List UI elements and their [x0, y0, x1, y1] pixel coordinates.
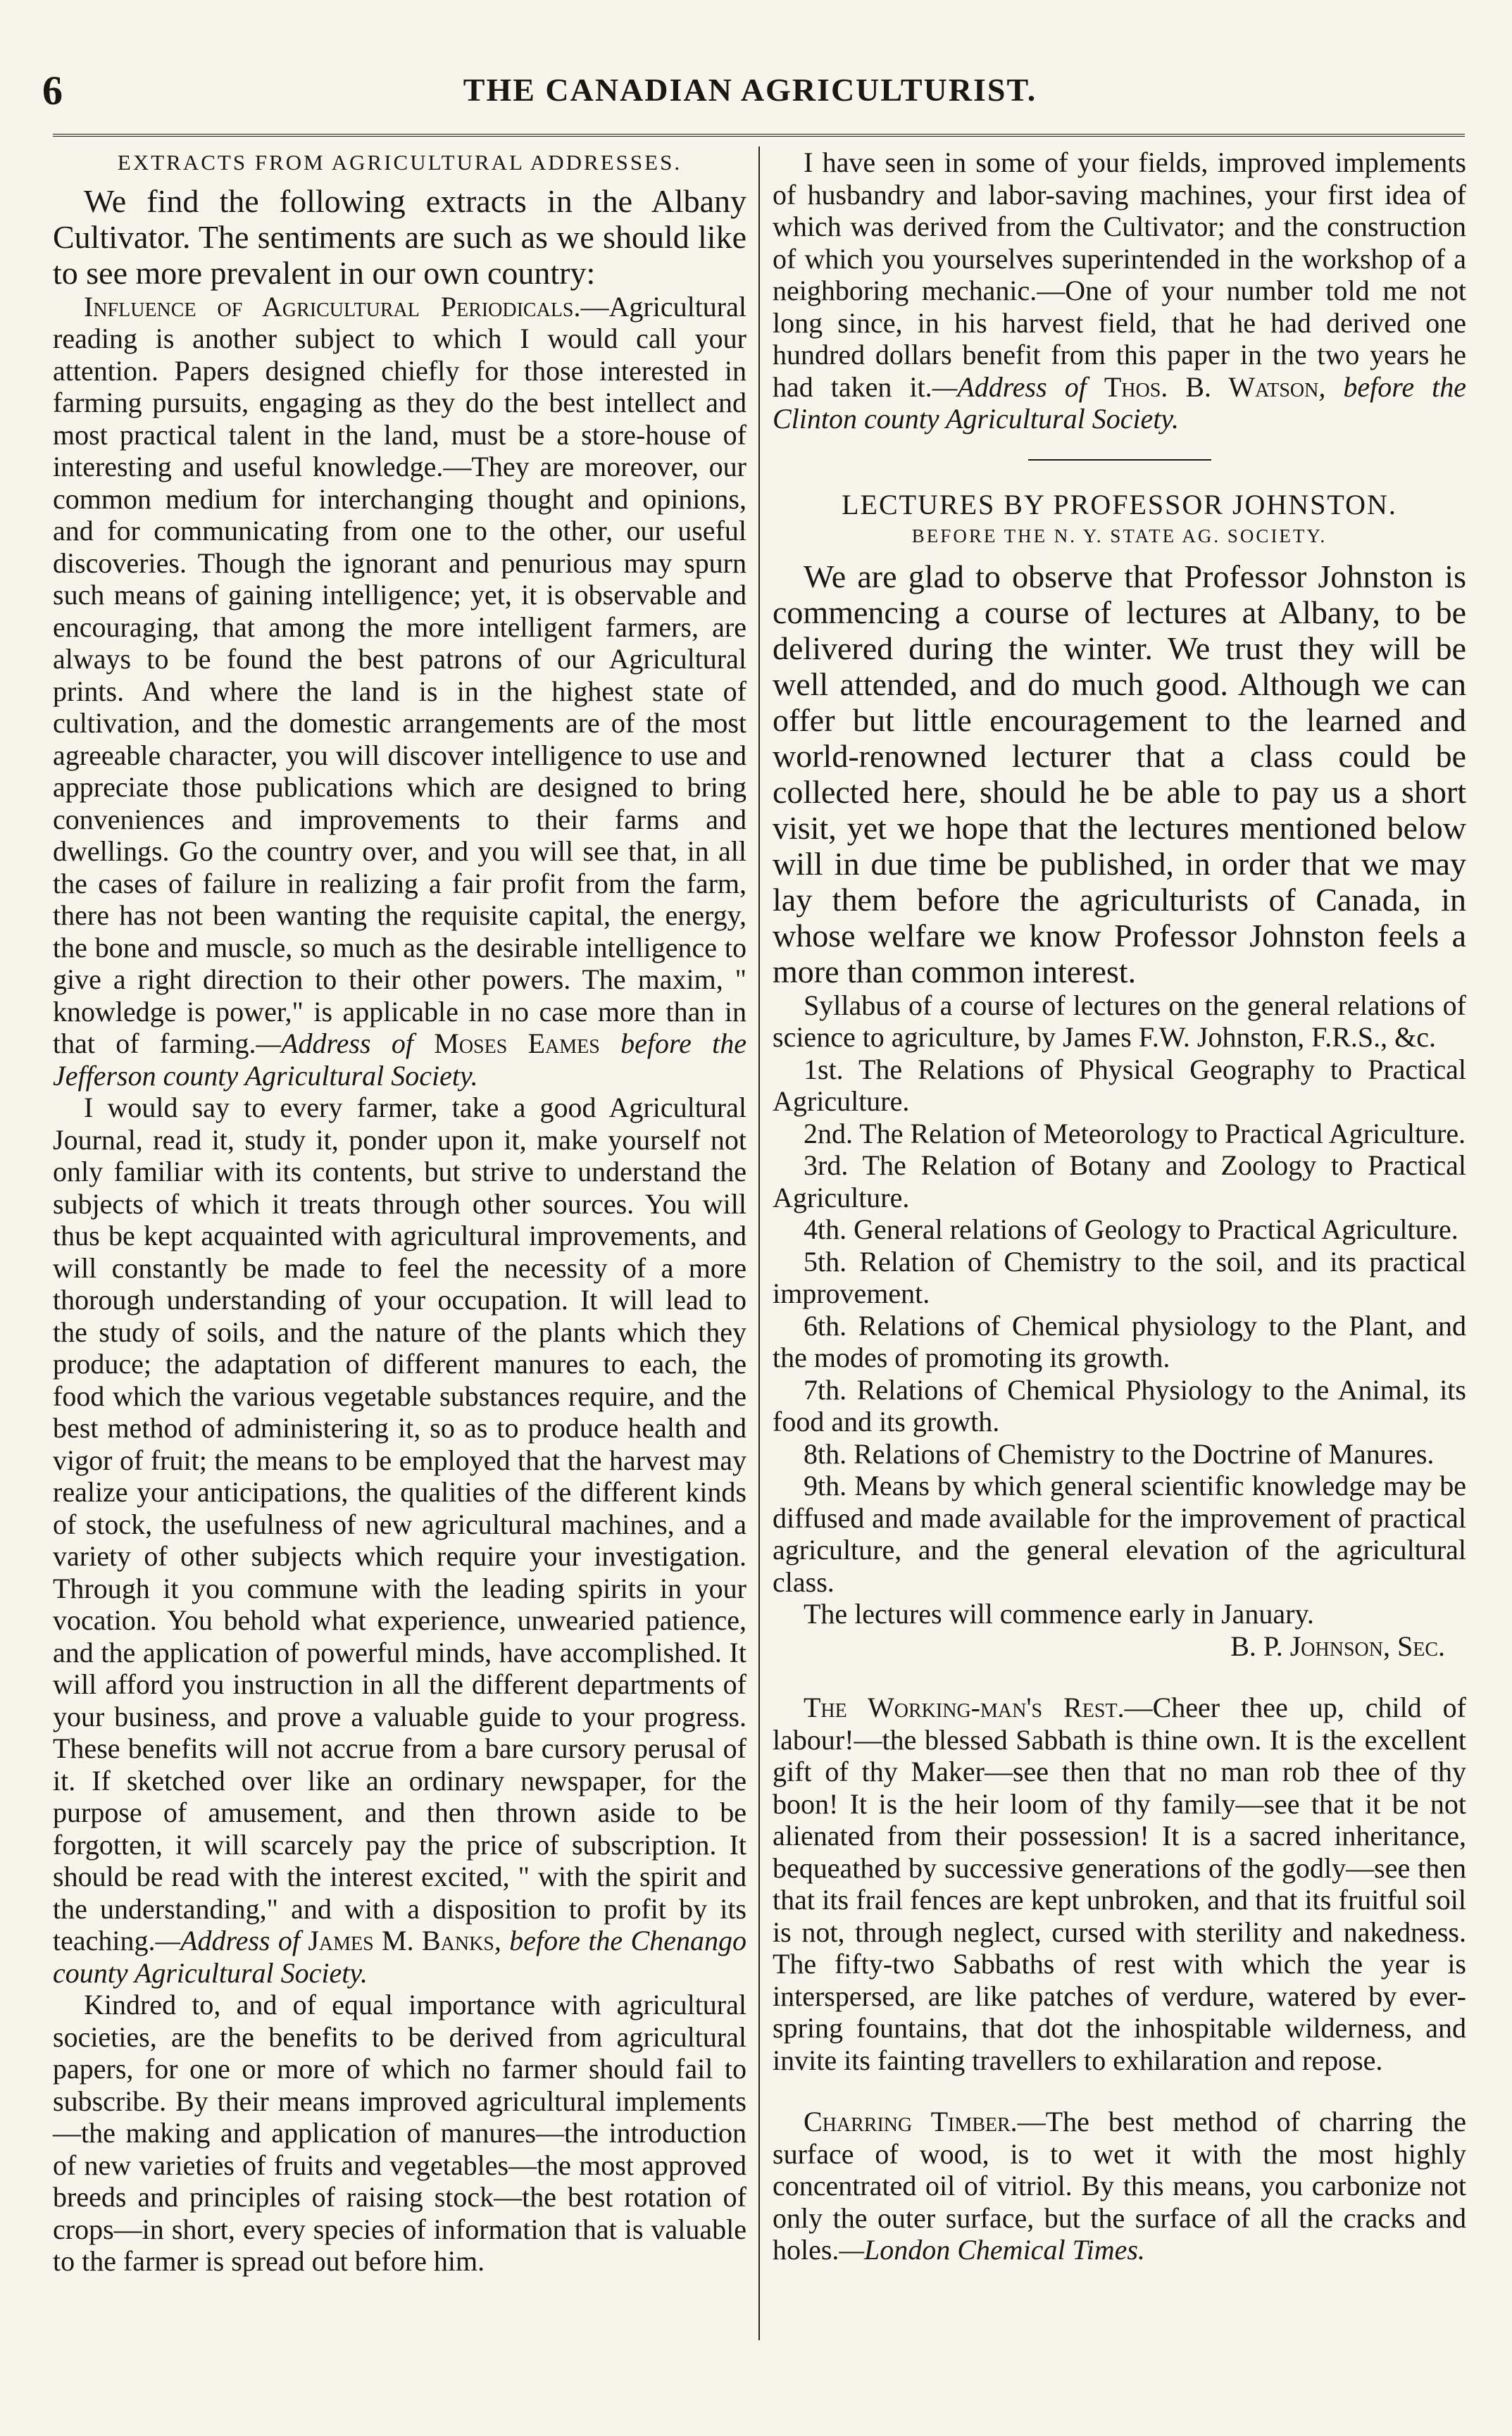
journal-attribution: —Address of James M. Banks, before the Chenango county Agricultural Society. — [53, 1925, 746, 1989]
syllabus-item: 1st. The Relations of Physical Geography to Practical Agriculture. — [773, 1053, 1466, 1117]
periodicals-text: —Agricultural reading is another subject to which I would call your attention. Papers designed chiefly for those interested in farming pursuits, engaging as they do the best intellect and most practical talent in the land, must be a store-house of interesting and useful knowledge.—They are moreover, our common medium for interchanging thought and opinions, and for communicating from one to the other, our useful discoveries. Though the ignorant and penurious may spurn such means of gaining intelligence; yet, it is observable and encouraging, that among the more intelligent farmers, are always to be found the best patrons of our Agricultural prints. And where the land is in the highest state of cultivation, and the domestic arrangements are of the most agreeable character, you will discover intelligence to use and appreciate those publications which are designed to bring conveniences and improvements to their farms and dwellings. Go the country over, and you will see that, in all the cases of failure in realizing a fair profit from the farm, there has not been wanting the requisite capital, the energy, the bone and muscle, so much as the desirable intelligence to give a right direction to their other powers. The maxim, " knowledge is power," is applicable in no case more than in that of farming. — [53, 290, 746, 1059]
spacer — [773, 1662, 1466, 1692]
charring-runin: Charring Timber. — [804, 2106, 1018, 2137]
extracts-intro: We find the following extracts in the Albany Cultivator. The sentiments are such as we should like to see more prevalent in our own country: — [53, 182, 746, 291]
syllabus-item: 7th. Relations of Chemical Physiology to the Animal, its food and its growth. — [773, 1373, 1466, 1437]
syllabus-item: 6th. Relations of Chemical physiology to the Plant, and the modes of promoting its growth. — [773, 1309, 1466, 1373]
syllabus-item: 2nd. The Relation of Meteorology to Practical Agriculture. — [804, 1117, 1466, 1149]
syllabus-item: 3rd. The Relation of Botany and Zoology to Practical Agriculture. — [773, 1149, 1466, 1213]
periodicals-runin: Influence of Agricultural Periodicals. — [84, 290, 581, 323]
attribution-name: Moses Eames — [434, 1028, 600, 1059]
journal-text: I would say to every farmer, take a good Agricultural Journal, read it, study it, ponder upon it, make yourself not only familiar with its contents, but strive to understand the subjects of which it treats through other sources. You will thus be kept acquainted with agricultural improvements, and will constantly be made to feel the necessity of a more thorough understanding of your occupation. It will lead to the study of soils, and the nature of the plants which they produce; the adaptation of different manures to each, the food which the various vegetable substances require, and the best method of administering it, so as to produce health and vigor of fruit; the means to be employed that the harvest may realize your anticipations, the qualities of the different kinds of stock, the usefulness of new agricultural machines, and a variety of other subjects which require your investigation. Through it you commune with the leading spirits in your vocation. You behold what experience, unwearied patience, and the application of powerful minds, have accomplished. It will afford you instruction in all the different departments of your business, and prove a valuable guide to your progress. These benefits will not accrue from a bare cursory perusal of it. If sketched over like an ordinary newspaper, for the purpose of amusement, and then thrown aside to be forgotten, it will scarcely pay the price of subscription. It should be read with the interest excited, " with the spirit and the understanding," and with a disposition to profit by its teaching. — [53, 1092, 746, 1956]
attribution-name: James M. Banks — [308, 1925, 494, 1956]
page-number: 6 — [42, 68, 63, 113]
syllabus-item: 4th. General relations of Geology to Practical Agriculture. — [804, 1213, 1458, 1245]
syllabus-item: 5th. Relation of Chemistry to the soil, and its practical improvement. — [773, 1245, 1466, 1309]
header-rule — [53, 134, 1465, 137]
implements-text: I have seen in some of your fields, improved implements of husbandry and labor-saving machines, your first idea of which was derived from the Cultivator; and the construction of which you yourselves superintended in the workshop of a neighboring mechanic.—One of your number told me not long since, in his harvest field, that he had derived one hundred dollars benefit from this paper in the two years he had taken it. — [773, 146, 1466, 403]
article-working-mans-rest — [773, 1692, 1466, 2076]
article-implements — [773, 146, 1466, 435]
secretary-signature: B. P. Johnson, Sec. — [1230, 1630, 1445, 1662]
article-journal — [53, 1092, 746, 1989]
left-column — [53, 146, 746, 2278]
lectures-intro: We are glad to observe that Professor Johnston is commencing a course of lectures at Albany, to be delivered during the winter. We trust they will be well attended, and do much good. Although we can offer but little encouragement to the learned and world-renowned lecturer that a class could be collected here, should he be able to pay us a short visit, yet we hope that the lectures mentioned below will in due time be published, in order that we may lay them before the agriculturists of Canada, in whose welfare we know Professor Johnston feels a more than common interest. — [773, 558, 1466, 989]
article-periodicals — [53, 291, 746, 1092]
right-column — [773, 146, 1466, 2266]
article-kindred: Kindred to, and of equal importance with agricultural societies, are the benefits to be derived from agricultural papers, for one or more of which no farmer should fail to subscribe. By their means improved agricultural implements—the making and application of manures—the introduction of new varieties of fruits and vegetables—the most approved breeds and principles of raising stock—the best rotation of crops—in short, every species of information that is valuable to the farmer is spread out before him. — [53, 1989, 746, 2277]
spacer — [773, 2076, 1466, 2106]
implements-attribution: —Address of Thos. B. Watson, before the Clinton county Agricultural Society. — [773, 370, 1466, 435]
rest-text: —Cheer thee up, child of labour!—the blessed Sabbath is thine own. It is the excellent gift of thy Maker—see then that no man rob thee of thy boon! It is the heir loom of thy family—see that it be not alienated from their possession! It is a sacred inheritance, bequeathed by successive generations of the godly—see then that its frail fences are kept unbroken, and that its fruitful soil is not, through neglect, cursed with sterility and nakedness. The fifty-two Sabbaths of rest with which the year is interspersed, are like patches of verdure, watered by ever-spring fountains, that dot the inhospitable wilderness, and invite its fainting travellers to exhilaration and repose. — [773, 1692, 1466, 2076]
lectures-commence: The lectures will commence early in January. — [804, 1598, 1314, 1630]
charring-source: —London Chemical Times. — [839, 2234, 1145, 2266]
syllabus-item: 9th. Means by which general scientific knowledge may be diffused and made available for the improvement of practical agriculture, and the general elevation of the agricultural class. — [773, 1470, 1466, 1598]
charring-text: —The best method of charring the surface of wood, is to wet it with the most highly concentrated oil of vitriol. By this means, you carbonize not only the outer surface, but the surface of all the cracks and holes. — [773, 2106, 1466, 2266]
attribution-name: Thos. B. Watson — [1104, 370, 1319, 403]
syllabus-item: 8th. Relations of Chemistry to the Doctrine of Manures. — [804, 1437, 1435, 1470]
lectures-title: LECTURES BY PROFESSOR JOHNSTON. — [842, 488, 1397, 520]
article-charring-timber — [773, 2106, 1466, 2266]
extracts-heading: EXTRACTS FROM AGRICULTURAL ADDRESSES. — [117, 150, 682, 175]
page-header — [42, 67, 1458, 123]
journal-title: THE CANADIAN AGRICULTURIST. — [463, 72, 1037, 108]
section-divider — [1028, 459, 1211, 461]
periodicals-attribution: —Address of Moses Eames before the Jefferson county Agricultural Society. — [53, 1028, 747, 1092]
lectures-subtitle: BEFORE THE N. Y. STATE AG. SOCIETY. — [911, 525, 1327, 546]
rest-runin: The Working-man's Rest. — [804, 1692, 1125, 1723]
column-divider — [758, 146, 760, 2340]
syllabus-intro: Syllabus of a course of lectures on the general relations of science to agriculture, by James F.W. Johnston, F.R.S., &c. — [773, 989, 1466, 1053]
